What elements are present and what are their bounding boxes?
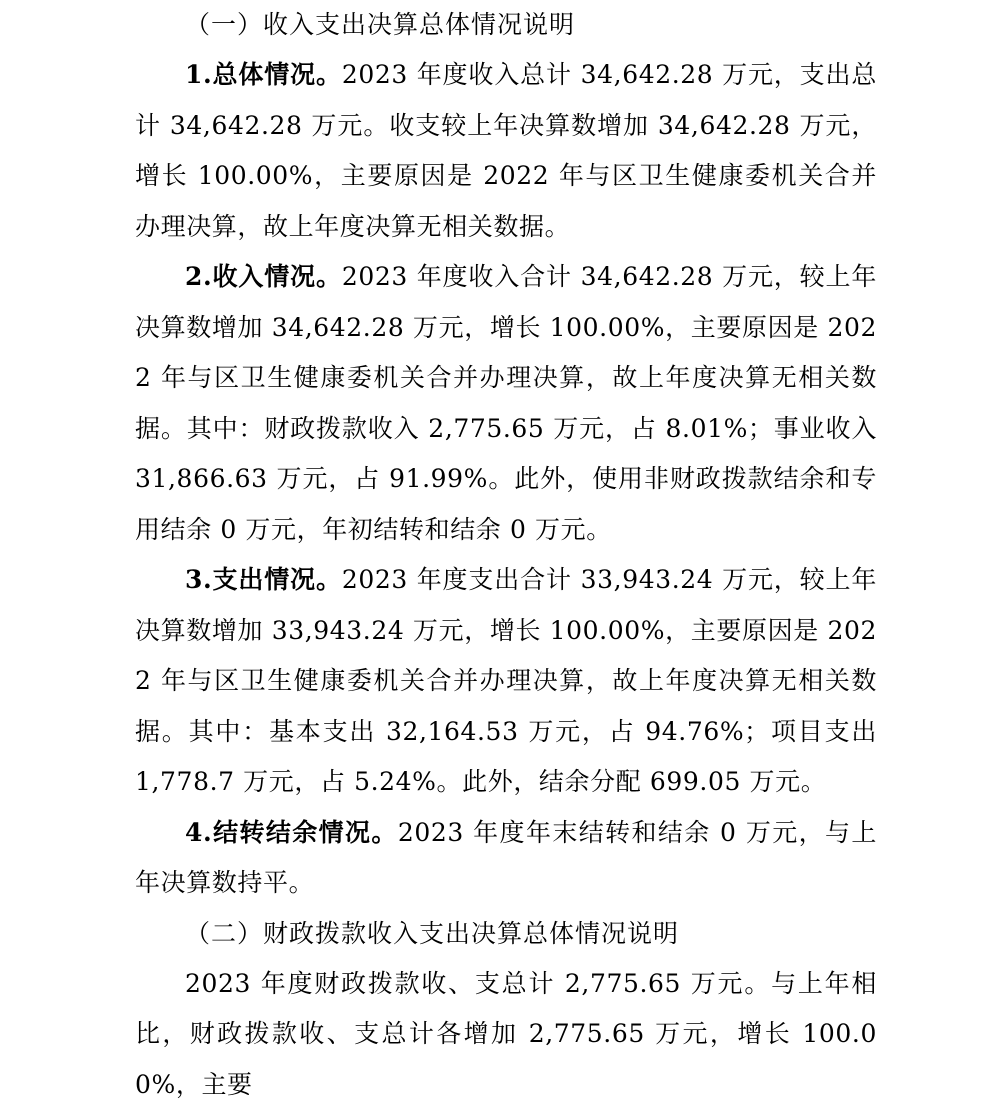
- paragraph-income: [135, 252, 877, 555]
- paragraph-lead-expenditure: 3.支出情况。: [185, 565, 342, 594]
- paragraph-carryover: [135, 808, 877, 909]
- paragraph-lead-income: 2.收入情况。: [185, 262, 342, 291]
- paragraph-text-income: 2023 年度收入合计 34,642.28 万元，较上年决算数增加 34,642.28 万元，增长 100.00%，主要原因是 2022 年与区卫生健康委机关合并办理决算，故上年度决算无相关数据。其中：财政拨款收入 2,775.65 万元，占 8.01%；事业收入 31,866.63 万元，占 91.99%。此外，使用非财政拨款结余和专用结余 0 万元，年初结转和结余 0 万元。: [135, 262, 877, 544]
- paragraph-text-expenditure: 2023 年度支出合计 33,943.24 万元，较上年决算数增加 33,943.24 万元，增长 100.00%，主要原因是 2022 年与区卫生健康委机关合并办理决算，故上年度决算无相关数据。其中：基本支出 32,164.53 万元，占 94.76%；项目支出 1,778.7 万元，占 5.24%。此外，结余分配 699.05 万元。: [135, 565, 877, 796]
- paragraph-text-carryover: 2023 年度年末结转和结余 0 万元，与上年决算数持平。: [135, 818, 877, 898]
- paragraph-overall: [135, 50, 877, 252]
- document-body: [135, 0, 877, 1110]
- paragraph-expenditure: [135, 555, 877, 808]
- paragraph-lead-carryover: 4.结转结余情况。: [185, 818, 398, 847]
- paragraph-text-overall: 2023 年度收入总计 34,642.28 万元，支出总计 34,642.28 万元。收支较上年决算数增加 34,642.28 万元，增长 100.00%，主要原因是 2022 年与区卫生健康委机关合并办理决算，故上年度决算无相关数据。: [135, 60, 877, 241]
- section-heading-fiscal-appropriation: （二）财政拨款收入支出决算总体情况说明: [135, 909, 877, 959]
- section-heading-income-expenditure: （一）收入支出决算总体情况说明: [135, 0, 877, 50]
- paragraph-fiscal-appropriation: 2023 年度财政拨款收、支总计 2,775.65 万元。与上年相比，财政拨款收、支总计各增加 2,775.65 万元，增长 100.00%，主要: [135, 959, 877, 1110]
- paragraph-lead-overall: 1.总体情况。: [185, 60, 342, 89]
